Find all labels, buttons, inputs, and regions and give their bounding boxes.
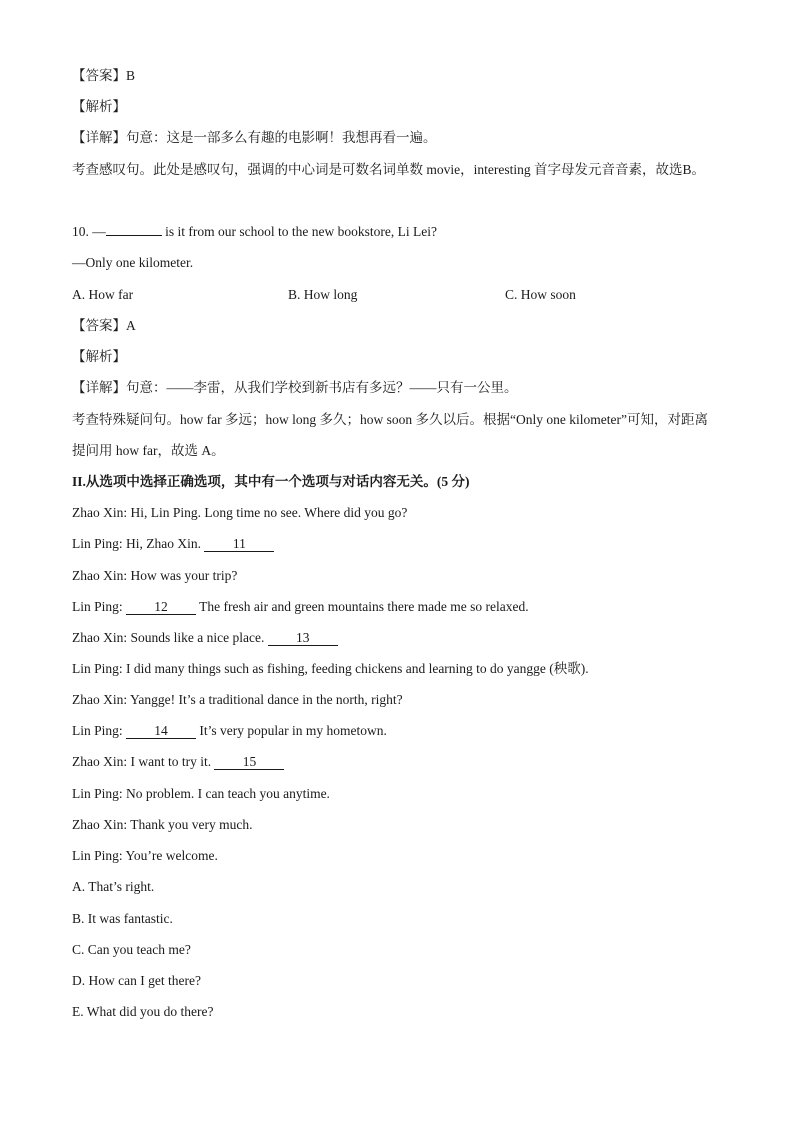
q10-explain: 考查特殊疑问句。how far 多远；how long 多久；how soon 多久以后。根据“Only one kilometer”可知，对距离提问用 how far，故选 A。 bbox=[72, 412, 708, 458]
choice-c: C. Can you teach me? bbox=[72, 942, 191, 957]
dialogue-text: Zhao Xin: Hi, Lin Ping. Long time no see. Where did you go? bbox=[72, 505, 408, 520]
q10-answer: 【答案】A bbox=[72, 318, 136, 333]
dialogue-text: The fresh air and green mountains there made me so relaxed. bbox=[196, 599, 529, 614]
dialogue-line-1 bbox=[72, 503, 722, 523]
dialogue-line-5 bbox=[72, 628, 722, 648]
dialogue-line-6 bbox=[72, 659, 722, 679]
dialogue-text: Zhao Xin: Sounds like a nice place. bbox=[72, 630, 268, 645]
q10-stem-suffix: is it from our school to the new bookstore, Li Lei? bbox=[161, 224, 437, 239]
dialogue-line-11 bbox=[72, 815, 722, 835]
q10-reply: —Only one kilometer. bbox=[72, 255, 194, 270]
choice-e: E. What did you do there? bbox=[72, 1004, 214, 1019]
q10-detail: 【详解】句意：——李雷，从我们学校到新书店有多远？——只有一公里。 bbox=[72, 380, 518, 395]
dialogue-text: Lin Ping: bbox=[72, 599, 127, 614]
dialogue-line-7 bbox=[72, 690, 722, 710]
q10-blank bbox=[106, 235, 162, 236]
q10-stem bbox=[72, 222, 722, 242]
choice-b: B. It was fantastic. bbox=[72, 911, 173, 926]
q10-option-c: C. How soon bbox=[505, 287, 576, 302]
choice-a: A. That’s right. bbox=[72, 879, 155, 894]
dialogue-text: Lin Ping: I did many things such as fishing, feeding chickens and learning to do yangge (秧歌). bbox=[72, 661, 589, 676]
dialogue-text: Lin Ping: bbox=[72, 723, 127, 738]
blank-15: 15 bbox=[214, 754, 284, 770]
dialogue-line-3 bbox=[72, 566, 722, 586]
blank-11: 11 bbox=[204, 536, 274, 552]
q10-option-a: A. How far bbox=[72, 287, 134, 302]
q9-detail: 【详解】句意：这是一部多么有趣的电影啊！我想再看一遍。 bbox=[72, 130, 437, 145]
dialogue-text: Zhao Xin: Yangge! It’s a traditional dance in the north, right? bbox=[72, 692, 403, 707]
dialogue-text: Zhao Xin: Thank you very much. bbox=[72, 817, 253, 832]
dialogue-line-2 bbox=[72, 534, 722, 554]
blank-14: 14 bbox=[126, 723, 196, 739]
q9-answer: 【答案】B bbox=[72, 68, 136, 83]
dialogue-text: It’s very popular in my hometown. bbox=[196, 723, 387, 738]
q10-option-b: B. How long bbox=[288, 287, 358, 302]
dialogue-line-9 bbox=[72, 752, 722, 772]
dialogue-line-10 bbox=[72, 784, 722, 804]
dialogue-line-12 bbox=[72, 846, 722, 866]
section-heading: II.从选项中选择正确选项，其中有一个选项与对话内容无关。(5 分) bbox=[72, 474, 470, 489]
dialogue-line-8 bbox=[72, 721, 722, 741]
dialogue-line-4 bbox=[72, 597, 722, 617]
choice-d: D. How can I get there? bbox=[72, 973, 201, 988]
blank-12: 12 bbox=[126, 599, 196, 615]
q10-stem-prefix: 10. — bbox=[72, 224, 106, 239]
q9-analysis-label: 【解析】 bbox=[72, 99, 126, 114]
dialogue-text: Lin Ping: No problem. I can teach you anytime. bbox=[72, 786, 330, 801]
dialogue-text: Lin Ping: You’re welcome. bbox=[72, 848, 218, 863]
dialogue-text: Lin Ping: Hi, Zhao Xin. bbox=[72, 536, 205, 551]
dialogue-text: Zhao Xin: I want to try it. bbox=[72, 754, 215, 769]
dialogue-text: Zhao Xin: How was your trip? bbox=[72, 568, 238, 583]
q9-explain: 考查感叹句。此处是感叹句，强调的中心词是可数名词单数 movie，interesting 首字母发元音音素，故选B。 bbox=[72, 162, 705, 177]
blank-13: 13 bbox=[268, 630, 338, 646]
q10-analysis-label: 【解析】 bbox=[72, 349, 126, 364]
